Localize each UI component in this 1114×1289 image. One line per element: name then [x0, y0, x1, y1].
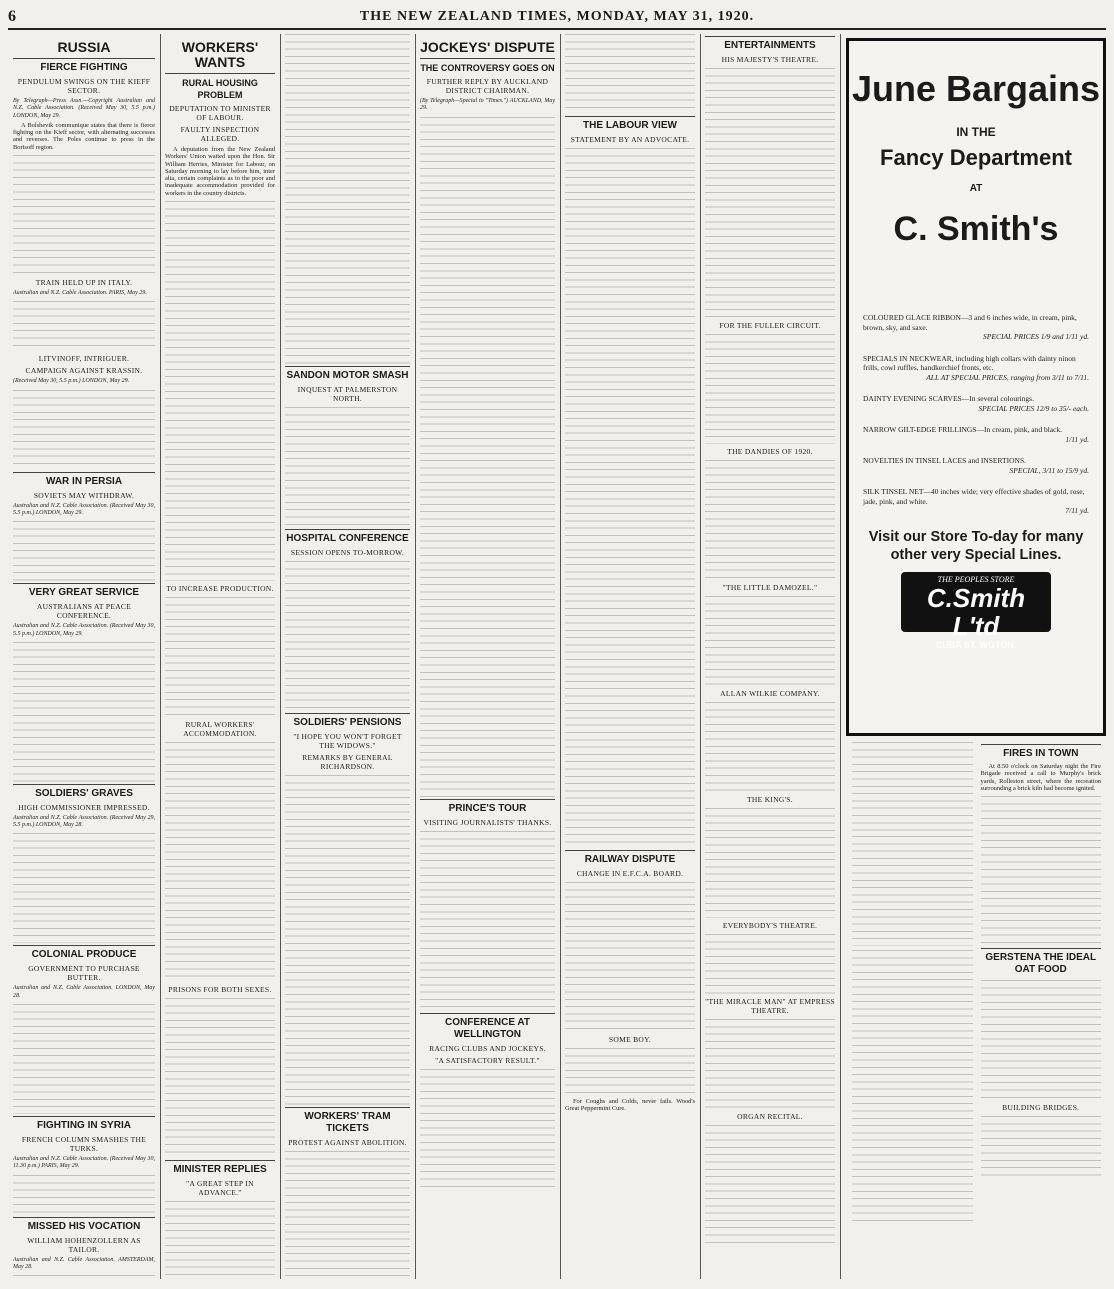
- article-body-lines: [13, 155, 155, 275]
- article-deck: DEPUTATION TO MINISTER OF LABOUR.: [169, 104, 271, 122]
- article-body-lines: [13, 1175, 155, 1215]
- article-headline: FIGHTING IN SYRIA: [13, 1116, 155, 1132]
- article-body-lines: [705, 334, 835, 444]
- store-logo: [901, 572, 1051, 650]
- logo-name: C.Smith L'td: [926, 582, 1026, 641]
- article-body-lines: [565, 1048, 695, 1098]
- article-deck: "A SATISFACTORY RESULT.": [435, 1055, 540, 1065]
- ad-item-text: SPECIALS IN NECKWEAR, including high collars with dainty ninon frills, cowl ruffles, handkerchief fronts, etc.: [863, 353, 1076, 372]
- dateline: Australian and N.Z. Cable Association. (Received May 30, 11.30 p.m.) PARIS, May 29.: [13, 1156, 155, 1170]
- ad-at: AT: [969, 183, 983, 194]
- article-headline: MINISTER REPLIES: [165, 1160, 275, 1176]
- ad-item-text: DAINTY EVENING SCARVES—In several colourings.: [863, 394, 1034, 403]
- article-body-lines: [420, 1069, 555, 1189]
- section-heading: THE KING'S.: [747, 795, 793, 804]
- section-heading: ORGAN RECITAL.: [737, 1112, 803, 1121]
- dateline: Australian and N.Z. Cable Association. LONDON, May 28.: [13, 985, 155, 999]
- ad-item: [863, 425, 1089, 444]
- article-headline: TRAIN HELD UP IN ITALY.: [35, 278, 133, 288]
- article-body-lines: [13, 642, 155, 782]
- article-deck: PENDULUM SWINGS ON THE KIEFF SECTOR.: [17, 77, 151, 95]
- article-body-lines: [285, 34, 410, 364]
- article-text: A deputation from the New Zealand Workers' Union waited upon the Hon. Sir William Herries, Minister for Labour, on Saturday morning to lay before him, inter alia, certain complaints as to the poor and inadequate accommodation provided for workers in the country districts.: [165, 146, 275, 197]
- article-body-lines: [565, 148, 695, 848]
- ad-item-text: NOVELTIES IN TINSEL LACES and INSERTIONS.: [863, 456, 1027, 465]
- article-body-lines: [165, 597, 275, 717]
- ad-item-text: NARROW GILT-EDGE FRILLINGS—In cream, pink, and black.: [863, 425, 1063, 434]
- masthead: [8, 6, 1106, 30]
- article-body-lines: [852, 742, 973, 832]
- article-body-lines: [13, 833, 155, 943]
- article-body-lines: [285, 407, 410, 527]
- article-body-lines: [705, 460, 835, 580]
- article-subhead: RURAL HOUSING PROBLEM: [165, 73, 275, 101]
- article-deck: HIS MAJESTY'S THEATRE.: [721, 55, 819, 64]
- article-body-lines: [705, 1019, 835, 1109]
- article-headline: HOSPITAL CONFERENCE: [285, 529, 410, 545]
- article-headline: MISSED HIS VOCATION: [13, 1217, 155, 1233]
- column-7a: [852, 742, 973, 1224]
- article-headline: WORKERS' TRAM TICKETS: [285, 1107, 410, 1135]
- article-headline: WORKERS' WANTS: [181, 39, 259, 70]
- section-heading: TO INCREASE PRODUCTION.: [166, 584, 274, 594]
- dateline: Australian and N.Z. Cable Association. (Received May 30, 5.5 p.m.) LONDON, May 29.: [13, 502, 155, 516]
- article-body-lines: [13, 1004, 155, 1114]
- article-body-lines: [165, 201, 275, 581]
- ad-headline: June Bargains: [851, 68, 1101, 109]
- article-headline: SOLDIERS' PENSIONS: [285, 713, 410, 729]
- section-heading: PRISONS FOR BOTH SEXES.: [168, 985, 272, 995]
- article-deck: FAULTY INSPECTION ALLEGED.: [180, 125, 260, 143]
- article-headline: WAR IN PERSIA: [13, 472, 155, 488]
- section-heading: BUILDING BRIDGES.: [1002, 1103, 1080, 1113]
- section-heading: FOR THE FULLER CIRCUIT.: [719, 321, 821, 330]
- section-heading: "THE MIRACLE MAN" AT EMPRESS THEATRE.: [705, 997, 835, 1015]
- logo-tagline: THE PEOPLES STORE: [937, 574, 1015, 584]
- article-deck: RACING CLUBS AND JOCKEYS.: [429, 1043, 546, 1053]
- ad-visit-line: Visit our Store To-day for many other very Special Lines.: [868, 528, 1084, 563]
- article-body-lines: [852, 836, 973, 946]
- newspaper-title: THE NEW ZEALAND TIMES, MONDAY, MAY 31, 1920.: [359, 9, 755, 24]
- article-body-lines: [420, 831, 555, 1011]
- column-3: [280, 34, 415, 1279]
- ad-item-price: 1/11 yd.: [1065, 434, 1089, 444]
- article-deck: FRENCH COLUMN SMASHES THE TURKS.: [21, 1135, 147, 1154]
- article-body-lines: [705, 1125, 835, 1245]
- article-subhead: THE CONTROVERSY GOES ON: [420, 58, 555, 74]
- advert-text: For Coughs and Colds, never fails. Wood's Great Peppermint Cure.: [565, 1098, 695, 1113]
- section-heading: THE DANDIES OF 1920.: [727, 447, 813, 456]
- ad-item: [863, 354, 1089, 383]
- article-headline: PRINCE'S TOUR: [420, 799, 555, 815]
- dateline: Australian and N.Z. Cable Association. PARIS, May 29.: [13, 290, 147, 297]
- article-headline: SOLDIERS' GRAVES: [13, 784, 155, 800]
- section-heading: "THE LITTLE DAMOZEL.": [722, 583, 818, 592]
- article-headline: JOCKEYS' DISPUTE: [420, 39, 555, 55]
- ad-item-list: [849, 313, 1103, 516]
- article-headline: CONFERENCE AT WELLINGTON: [420, 1013, 555, 1041]
- article-body-lines: [565, 34, 695, 114]
- column-2: [160, 34, 280, 1279]
- article-headline: RAILWAY DISPUTE: [565, 850, 695, 866]
- column-1: [8, 34, 160, 1279]
- article-headline: VERY GREAT SERVICE: [13, 583, 155, 599]
- ad-department: Fancy Department: [880, 145, 1072, 170]
- article-body-lines: [285, 775, 410, 1105]
- article-deck: HIGH COMMISSIONER IMPRESSED.: [18, 802, 150, 812]
- article-body-lines: [285, 1151, 410, 1279]
- dateline: By Telegraph—Press Assn.—Copyright Australian and N.Z. Cable Association. (Received May 30, 5.5 p.m.) LONDON, May 29.: [13, 98, 155, 119]
- article-deck: WILLIAM HOHENZOLLERN AS TAILOR.: [27, 1235, 141, 1254]
- article-deck: STATEMENT BY AN ADVOCATE.: [570, 135, 690, 144]
- article-body-lines: [981, 796, 1102, 946]
- section-heading: ALLAN WILKIE COMPANY.: [720, 689, 820, 698]
- article-body-lines: [565, 882, 695, 1032]
- article-body-lines: [981, 1116, 1102, 1176]
- article-body-lines: [852, 950, 973, 1070]
- column-4: [415, 34, 560, 1279]
- dateline: (Received May 30, 5.5 p.m.) LONDON, May 29.: [13, 378, 130, 385]
- article-headline: THE LABOUR VIEW: [565, 116, 695, 132]
- article-subhead: FIERCE FIGHTING: [13, 58, 155, 74]
- ad-item-price: SPECIAL, 3/11 to 15/9 yd.: [1009, 465, 1089, 475]
- article-body-lines: [420, 117, 555, 797]
- ad-store-name: C. Smith's: [893, 210, 1059, 248]
- article-body-lines: [13, 1275, 155, 1279]
- article-body-lines: [165, 742, 275, 982]
- dateline: Australian and N.Z. Cable Association. AMSTERDAM, May 28.: [13, 1256, 155, 1270]
- article-body-lines: [705, 934, 835, 994]
- article-deck: PROTEST AGAINST ABOLITION.: [288, 1138, 407, 1147]
- article-headline: GERSTENA THE IDEAL OAT FOOD: [981, 948, 1102, 976]
- article-body-lines: [705, 702, 835, 792]
- dateline: (By Telegraph—Special to "Times.") AUCKLAND, May 29.: [420, 98, 555, 112]
- ad-item: [863, 313, 1089, 342]
- column-6: [700, 34, 840, 1279]
- article-headline: COLONIAL PRODUCE: [13, 945, 155, 961]
- article-body-lines: [852, 1074, 973, 1224]
- section-heading: SOME BOY.: [608, 1035, 652, 1044]
- article-deck: REMARKS BY GENERAL RICHARDSON.: [302, 753, 393, 771]
- article-headline: ENTERTAINMENTS: [705, 36, 835, 52]
- column-5: [560, 34, 700, 1279]
- article-deck: CAMPAIGN AGAINST KRASSIN.: [25, 366, 143, 376]
- article-headline: SANDON MOTOR SMASH: [285, 366, 410, 382]
- column-7b: [981, 742, 1102, 1224]
- article-body-lines: [285, 561, 410, 711]
- article-deck: FURTHER REPLY BY AUCKLAND DISTRICT CHAIRMAN.: [426, 77, 549, 95]
- article-deck: "I HOPE YOU WON'T FORGET THE WIDOWS.": [293, 732, 402, 750]
- ad-item-price: SPECIAL PRICES 12/9 to 35/- each.: [978, 403, 1089, 413]
- article-body-lines: [13, 390, 155, 470]
- article-body-lines: [13, 521, 155, 581]
- article-deck: VISITING JOURNALISTS' THANKS.: [423, 817, 552, 827]
- article-deck: AUSTRALIANS AT PEACE CONFERENCE.: [36, 602, 132, 621]
- ad-item: [863, 487, 1089, 516]
- ad-item-price: SPECIAL PRICES 1/9 and 1/11 yd.: [983, 332, 1089, 341]
- article-body-lines: [705, 68, 835, 318]
- article-text: A Bolshevik communique states that there is fierce fighting on the Kieff sector, with alternating successes and reverses. The Poles continue to press in the Borisoff region.: [13, 121, 155, 151]
- ad-item-text: COLOURED GLACE RIBBON—3 and 6 inches wide, in cream, pink, brown, sky, and saxe.: [863, 313, 1077, 332]
- article-deck: INQUEST AT PALMERSTON NORTH.: [297, 385, 398, 403]
- section-heading: RURAL WORKERS' ACCOMMODATION.: [183, 720, 257, 739]
- logo-address: CUBA ST. WGTON.: [935, 639, 1017, 650]
- article-headline: RUSSIA: [57, 39, 111, 55]
- ad-item-text: SILK TINSEL NET—40 inches wide; very effective shades of gold, rose, jade, pink, and white.: [863, 487, 1085, 506]
- article-deck: SOVIETS MAY WITHDRAW.: [33, 490, 135, 500]
- ad-item: [863, 456, 1089, 475]
- ad-item-price: ALL AT SPECIAL PRICES, ranging from 3/11 to 7/11.: [926, 372, 1089, 382]
- article-body-lines: [13, 301, 155, 351]
- section-heading: EVERYBODY'S THEATRE.: [722, 921, 818, 930]
- ad-item: [863, 394, 1089, 413]
- dateline: Australian and N.Z. Cable Association. (Received May 29, 5.5 p.m.) LONDON, May 28.: [13, 814, 155, 829]
- article-body-lines: [705, 808, 835, 918]
- article-deck: SESSION OPENS TO-MORROW.: [290, 548, 405, 557]
- dateline: Australian and N.Z. Cable Association. (Received May 30, 5.5 p.m.) LONDON, May 29.: [13, 623, 155, 637]
- article-body-lines: [705, 596, 835, 686]
- article-body-lines: [981, 980, 1102, 1100]
- article-deck: CHANGE IN E.F.C.A. BOARD.: [576, 869, 684, 878]
- ad-in-the: IN THE: [956, 125, 996, 139]
- column-7: [840, 742, 1106, 1279]
- article-headline: FIRES IN TOWN: [981, 744, 1102, 760]
- advertisement-c-smiths: [846, 38, 1106, 736]
- article-headline: LITVINOFF, INTRIGUER.: [38, 354, 130, 364]
- article-deck: "A GREAT STEP IN ADVANCE.": [186, 1179, 254, 1198]
- article-text: At 8.50 o'clock on Saturday night the Fire Brigade received a call to Murphy's brick yards, Rolleston street, where the recreation surrounding a brick kiln had become ignited.: [980, 763, 1101, 792]
- ad-item-price: 7/11 yd.: [1065, 506, 1089, 515]
- article-body-lines: [165, 1201, 275, 1279]
- article-deck: GOVERNMENT TO PURCHASE BUTTER.: [28, 964, 140, 983]
- page-number: 6: [8, 8, 17, 25]
- article-body-lines: [165, 998, 275, 1158]
